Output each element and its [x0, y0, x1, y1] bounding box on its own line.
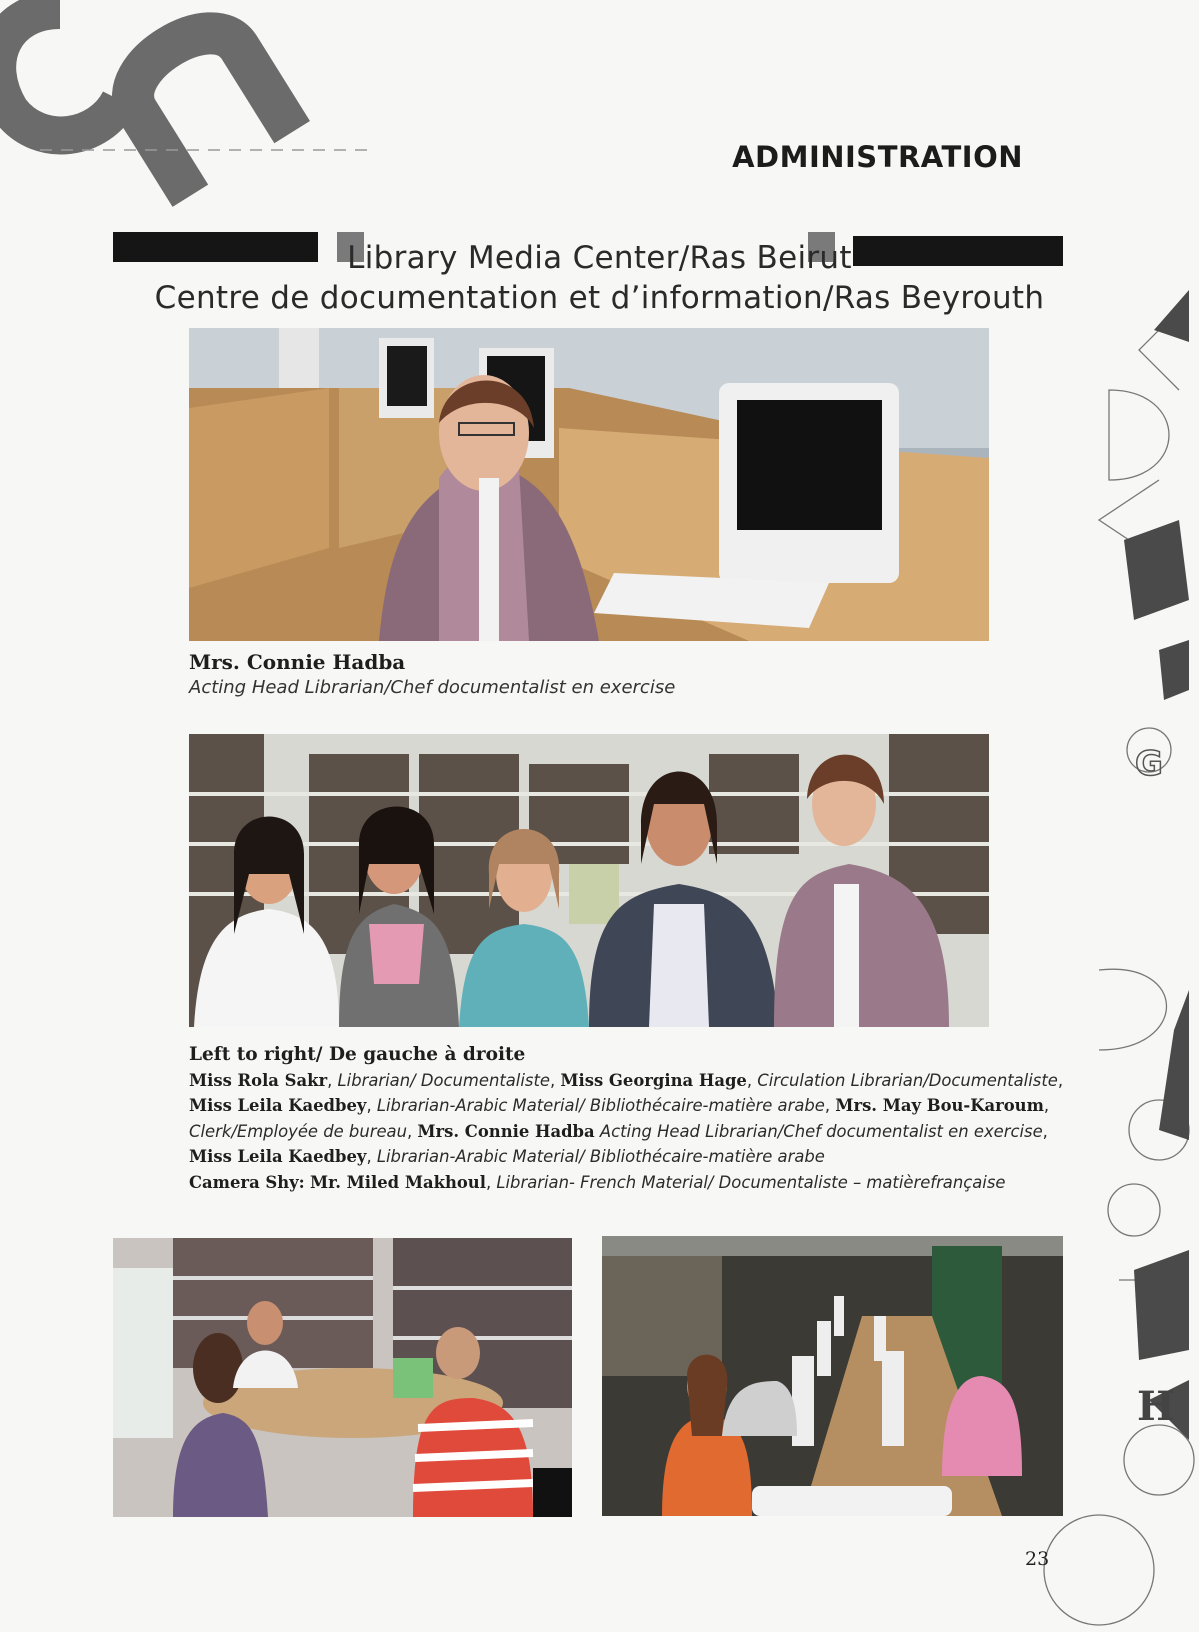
decorative-letters-on	[0, 0, 380, 210]
photo1-caption-name: Mrs. Connie Hadba	[189, 650, 406, 674]
photo1-caption-role: Acting Head Librarian/Chef documentalist en exercise	[189, 677, 676, 698]
person-role: Circulation Librarian/Documentaliste	[757, 1070, 1058, 1090]
section-label: ADMINISTRATION	[732, 140, 1023, 174]
person-name: Miss Georgina Hage	[560, 1070, 747, 1090]
photo-students-table	[113, 1238, 572, 1517]
photo2-caption-heading: Left to right/ De gauche à droite	[189, 1044, 526, 1065]
page-number: 23	[1025, 1548, 1050, 1570]
person-role: Clerk/Employée de bureau	[189, 1121, 407, 1141]
photo2-caption-people: Miss Rola Sakr, Librarian/ Documentaliste, Miss Georgina Hage, Circulation Librarian/Documentaliste, Miss Leila Kaedbey, Librarian-Arabic Material/ Bibliothécaire-matière arabe, Mrs. May Bou-Karoum, Clerk/Employée de bureau, Mrs. Connie Hadba Acting Head Librarian/Chef documentalist en exercise, Miss Leila Kaedbey, Librarian-Arabic Material/ Bibliothécaire-matière arabe	[189, 1070, 1064, 1167]
person-name: Mrs. Connie Hadba	[417, 1121, 595, 1141]
camera-shy-label: Camera Shy:	[189, 1172, 305, 1192]
person-role: Librarian-Arabic Material/ Bibliothécaire-matière arabe	[376, 1147, 825, 1167]
photo-staff-group	[189, 734, 989, 1027]
camera-shy-name: Mr. Miled Makhoul	[309, 1172, 486, 1192]
svg-text:H: H	[1137, 1383, 1175, 1430]
photo-students-computers	[602, 1236, 1063, 1516]
person-role: Librarian/ Documentaliste	[337, 1070, 550, 1090]
decorative-letters-right	[1039, 270, 1199, 1632]
page-title: Library Media Center/Ras Beirut	[347, 240, 852, 276]
page-subtitle: Centre de documentation et d’information/Ras Beyrouth	[154, 280, 1045, 316]
person-name: Miss Leila Kaedbey	[189, 1147, 367, 1167]
photo-head-librarian	[189, 328, 989, 641]
person-name: Mrs. May Bou-Karoum	[835, 1096, 1044, 1116]
person-name: Miss Rola Sakr	[189, 1070, 328, 1090]
person-role: Librarian-Arabic Material/ Bibliothécaire-matière arabe	[376, 1096, 825, 1116]
camera-shy-role: Librarian- French Material/ Documentaliste – matièrefrançaise	[496, 1172, 1006, 1192]
svg-text:G: G	[1135, 744, 1163, 784]
camera-shy-line: Camera Shy: Mr. Miled Makhoul, Librarian- French Material/ Documentaliste – matièrefrançaise	[189, 1172, 1006, 1192]
person-role: Acting Head Librarian/Chef documentalist en exercise	[599, 1121, 1043, 1141]
photo2-caption	[189, 1042, 1069, 1196]
person-name: Miss Leila Kaedbey	[189, 1096, 367, 1116]
